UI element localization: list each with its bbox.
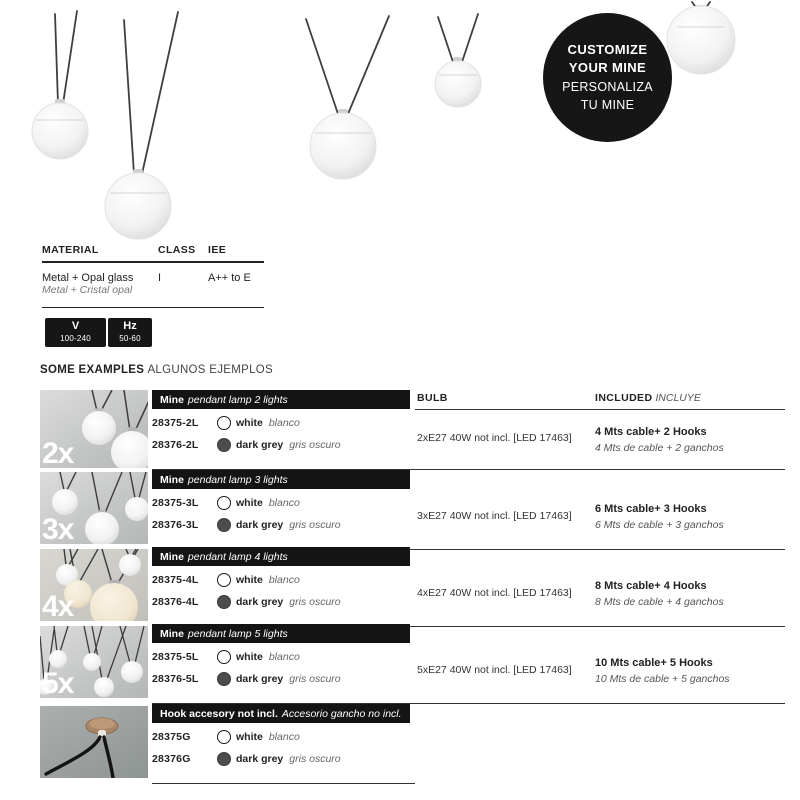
white-swatch-icon xyxy=(217,573,231,587)
product-item xyxy=(152,672,341,686)
product-code: 28375-3L xyxy=(152,497,199,509)
electrical-badges xyxy=(45,318,152,347)
row-title-descr: pendant lamp 3 lights xyxy=(187,473,288,486)
color-name-es: gris oscuro xyxy=(289,439,341,451)
product-item xyxy=(152,650,300,664)
color-name-es: blanco xyxy=(268,574,300,586)
bulb-column-header: BULB xyxy=(417,392,448,404)
badge-line-3: PERSONALIZA xyxy=(562,80,653,95)
product-code: 28375G xyxy=(152,731,191,743)
included-es: 6 Mts de cable + 3 ganchos xyxy=(595,518,724,531)
thumbnail-4-lights xyxy=(40,549,148,621)
color-name-en: dark grey xyxy=(236,753,284,765)
row-title-4-lights xyxy=(152,547,410,566)
examples-heading-en: SOME EXAMPLES xyxy=(40,364,145,376)
color-name-en: white xyxy=(236,417,263,429)
bulb-spec: 3xE27 40W not incl. [LED 17463] xyxy=(417,510,572,522)
color-name-en: dark grey xyxy=(236,596,284,608)
header-rule xyxy=(415,409,785,410)
product-item xyxy=(152,595,341,609)
included-en: 10 Mts cable+ 5 Hooks xyxy=(595,657,713,669)
row-title-descr: pendant lamp 2 lights xyxy=(187,393,288,406)
specs-class-value: I xyxy=(158,272,162,284)
examples-heading-es: ALGUNOS EJEMPLOS xyxy=(147,364,274,376)
product-code: 28376G xyxy=(152,753,191,765)
row-title-descr: pendant lamp 5 lights xyxy=(187,627,288,640)
row-title-5-lights xyxy=(152,624,410,643)
dark-grey-swatch-icon xyxy=(217,672,231,686)
specs-header-iee: IEE xyxy=(208,244,227,256)
row-title-es: Accesorio gancho no incl. xyxy=(281,707,402,720)
badge-line-1: CUSTOMIZE xyxy=(567,41,648,57)
white-swatch-icon xyxy=(217,650,231,664)
color-name-en: white xyxy=(236,731,263,743)
row-title-en: Hook accesory not incl. xyxy=(160,707,278,720)
included-header-es: INCLUYE xyxy=(655,392,701,404)
row-divider xyxy=(152,783,415,784)
row-title-brand: Mine xyxy=(160,473,184,486)
specs-header-material: MATERIAL xyxy=(42,244,99,256)
dark-grey-swatch-icon xyxy=(217,595,231,609)
customize-badge xyxy=(543,13,672,142)
included-es: 8 Mts de cable + 4 ganchos xyxy=(595,595,724,608)
color-name-en: dark grey xyxy=(236,519,284,531)
row-title-descr: pendant lamp 4 lights xyxy=(187,550,288,563)
product-code: 28375-5L xyxy=(152,651,199,663)
row-title-2-lights xyxy=(152,390,410,409)
thumbnail-2-lights xyxy=(40,390,148,468)
included-spec xyxy=(595,579,790,610)
thumbnail-3-lights xyxy=(40,472,148,544)
included-header-en: INCLUDED xyxy=(595,392,653,404)
frequency-label: Hz xyxy=(123,320,137,332)
included-es: 10 Mts de cable + 5 ganchos xyxy=(595,672,730,685)
product-code: 28376-2L xyxy=(152,439,199,451)
thumbnail-hook-image xyxy=(40,706,148,778)
product-row-3-lights xyxy=(40,470,785,550)
color-name-en: dark grey xyxy=(236,439,284,451)
dark-grey-swatch-icon xyxy=(217,438,231,452)
color-name-es: gris oscuro xyxy=(289,519,341,531)
included-spec xyxy=(595,502,790,533)
color-name-es: gris oscuro xyxy=(289,596,341,608)
specs-data-row xyxy=(42,263,264,308)
badge-line-2: YOUR MINE xyxy=(568,60,647,76)
specs-header-row xyxy=(42,244,264,263)
dark-grey-swatch-icon xyxy=(217,518,231,532)
product-item xyxy=(152,573,300,587)
product-row-2-lights xyxy=(40,390,785,470)
color-name-es: gris oscuro xyxy=(289,673,341,685)
pendant-lamps-illustration xyxy=(0,0,800,250)
row-title-brand: Mine xyxy=(160,627,184,640)
product-item xyxy=(152,438,341,452)
quantity-label-4x: 4x xyxy=(42,590,74,621)
included-es: 4 Mts de cable + 2 ganchos xyxy=(595,441,724,454)
row-title-brand: Mine xyxy=(160,550,184,563)
material-spanish: Metal + Cristal opal xyxy=(42,284,133,296)
specs-iee-value: A++ to E xyxy=(208,272,251,284)
product-row-5-lights xyxy=(40,624,785,704)
white-swatch-icon xyxy=(217,730,231,744)
color-name-en: white xyxy=(236,497,263,509)
specs-header-class: CLASS xyxy=(158,244,196,256)
quantity-label-2x: 2x xyxy=(42,437,74,468)
product-code: 28376-4L xyxy=(152,596,199,608)
product-item xyxy=(152,752,341,766)
product-code: 28376-5L xyxy=(152,673,199,685)
product-item xyxy=(152,730,300,744)
color-name-es: blanco xyxy=(268,651,300,663)
product-item xyxy=(152,496,300,510)
row-title-hook xyxy=(152,704,410,723)
color-name-es: blanco xyxy=(268,731,300,743)
voltage-label: V xyxy=(71,320,80,332)
color-name-es: gris oscuro xyxy=(289,753,341,765)
product-item xyxy=(152,518,341,532)
included-en: 4 Mts cable+ 2 Hooks xyxy=(595,426,707,438)
included-en: 8 Mts cable+ 4 Hooks xyxy=(595,580,707,592)
frequency-value: 50-60 xyxy=(119,333,141,343)
thumbnail-hook xyxy=(40,706,148,778)
product-row-4-lights xyxy=(40,547,785,627)
included-spec xyxy=(595,425,790,456)
bulb-spec: 4xE27 40W not incl. [LED 17463] xyxy=(417,587,572,599)
color-name-en: dark grey xyxy=(236,673,284,685)
badge-line-4: TU MINE xyxy=(580,98,635,113)
bulb-spec: 5xE27 40W not incl. [LED 17463] xyxy=(417,664,572,676)
examples-heading xyxy=(40,364,273,376)
color-name-es: blanco xyxy=(268,497,300,509)
specs-table xyxy=(42,244,264,308)
product-code: 28376-3L xyxy=(152,519,199,531)
included-column-header xyxy=(595,392,701,404)
product-item xyxy=(152,416,300,430)
color-name-es: blanco xyxy=(268,417,300,429)
product-code: 28375-4L xyxy=(152,574,199,586)
voltage-value: 100-240 xyxy=(60,333,91,343)
included-en: 6 Mts cable+ 3 Hooks xyxy=(595,503,707,515)
frequency-badge xyxy=(108,318,152,347)
product-code: 28375-2L xyxy=(152,417,199,429)
bulb-spec: 2xE27 40W not incl. [LED 17463] xyxy=(417,432,572,444)
product-row-hook-accessory xyxy=(40,704,785,784)
dark-grey-swatch-icon xyxy=(217,752,231,766)
included-spec xyxy=(595,656,790,687)
color-name-en: white xyxy=(236,574,263,586)
row-title-3-lights xyxy=(152,470,410,489)
quantity-label-5x: 5x xyxy=(42,667,74,698)
row-title-brand: Mine xyxy=(160,393,184,406)
thumbnail-5-lights xyxy=(40,626,148,698)
quantity-label-3x: 3x xyxy=(42,513,74,544)
material-english: Metal + Opal glass xyxy=(42,272,134,284)
voltage-badge xyxy=(45,318,106,347)
white-swatch-icon xyxy=(217,496,231,510)
color-name-en: white xyxy=(236,651,263,663)
specs-material-cell xyxy=(42,272,158,296)
white-swatch-icon xyxy=(217,416,231,430)
